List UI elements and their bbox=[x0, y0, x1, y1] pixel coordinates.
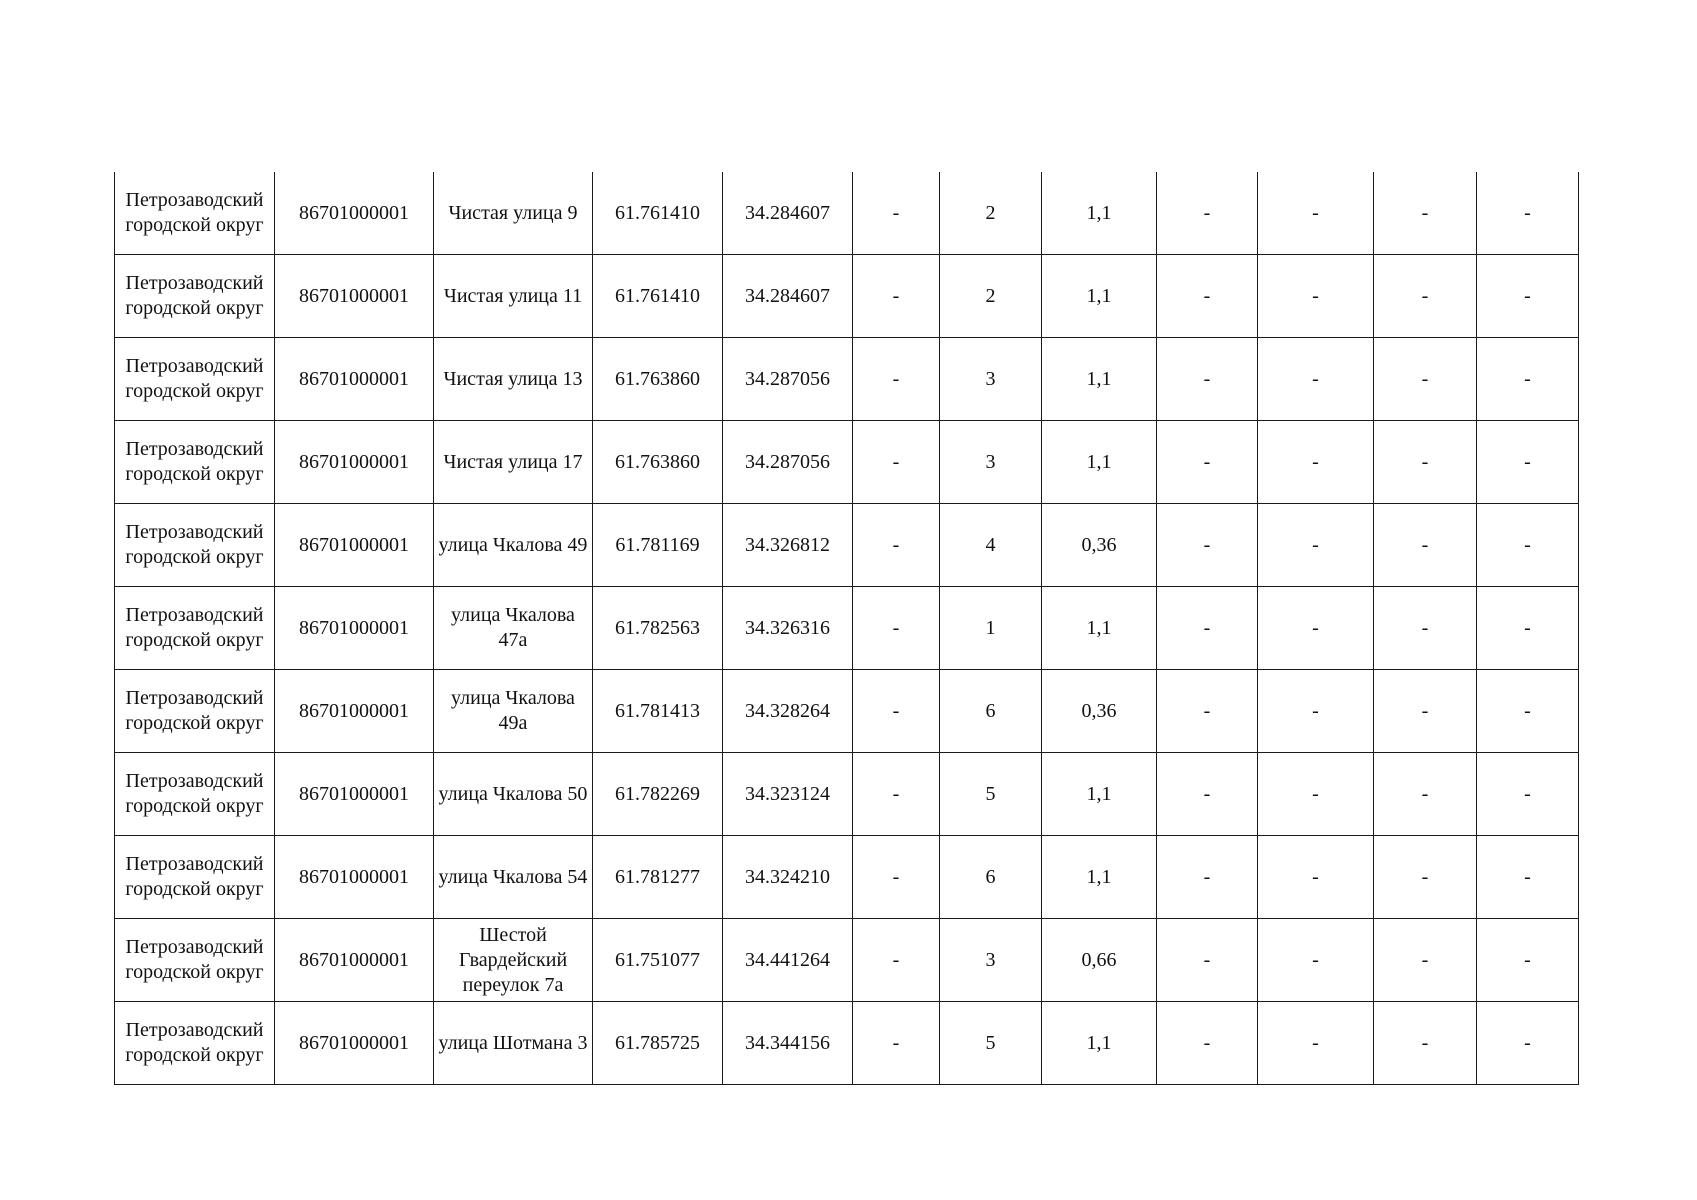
dash-cell: - bbox=[1374, 919, 1477, 1002]
dash-cell: - bbox=[1157, 919, 1258, 1002]
dash-cell: - bbox=[1258, 919, 1374, 1002]
dash-cell: - bbox=[1258, 587, 1374, 670]
dash-cell: - bbox=[1258, 255, 1374, 338]
volume-cell: 1,1 bbox=[1042, 836, 1157, 919]
dash-cell: - bbox=[1374, 172, 1477, 255]
dash-cell: - bbox=[1258, 753, 1374, 836]
dash-cell: - bbox=[853, 587, 940, 670]
oktmo-code-cell: 86701000001 bbox=[275, 504, 434, 587]
container-count-cell: 2 bbox=[940, 255, 1042, 338]
dash-cell: - bbox=[853, 919, 940, 1002]
longitude-cell: 34.324210 bbox=[723, 836, 853, 919]
container-sites-table bbox=[114, 172, 1579, 1085]
dash-cell: - bbox=[1477, 753, 1579, 836]
latitude-cell: 61.761410 bbox=[593, 172, 723, 255]
longitude-cell: 34.287056 bbox=[723, 338, 853, 421]
dash-cell: - bbox=[1157, 836, 1258, 919]
municipality-cell: Петрозаводский городской округ bbox=[115, 255, 275, 338]
dash-cell: - bbox=[1374, 338, 1477, 421]
address-cell: Чистая улица 17 bbox=[434, 421, 593, 504]
latitude-cell: 61.782269 bbox=[593, 753, 723, 836]
municipality-cell: Петрозаводский городской округ bbox=[115, 587, 275, 670]
dash-cell: - bbox=[1157, 587, 1258, 670]
oktmo-code-cell: 86701000001 bbox=[275, 670, 434, 753]
table-row bbox=[115, 753, 1579, 836]
volume-cell: 1,1 bbox=[1042, 338, 1157, 421]
municipality-cell: Петрозаводский городской округ bbox=[115, 338, 275, 421]
dash-cell: - bbox=[1374, 504, 1477, 587]
dash-cell: - bbox=[1258, 421, 1374, 504]
address-cell: Шестой Гвардейский переулок 7а bbox=[434, 919, 593, 1002]
oktmo-code-cell: 86701000001 bbox=[275, 255, 434, 338]
oktmo-code-cell: 86701000001 bbox=[275, 919, 434, 1002]
latitude-cell: 61.782563 bbox=[593, 587, 723, 670]
latitude-cell: 61.751077 bbox=[593, 919, 723, 1002]
latitude-cell: 61.781277 bbox=[593, 836, 723, 919]
container-count-cell: 6 bbox=[940, 836, 1042, 919]
municipality-cell: Петрозаводский городской округ bbox=[115, 836, 275, 919]
longitude-cell: 34.326316 bbox=[723, 587, 853, 670]
table-row bbox=[115, 836, 1579, 919]
table-row bbox=[115, 1002, 1579, 1085]
oktmo-code-cell: 86701000001 bbox=[275, 338, 434, 421]
dash-cell: - bbox=[853, 670, 940, 753]
address-cell: улица Шотмана 3 bbox=[434, 1002, 593, 1085]
dash-cell: - bbox=[853, 338, 940, 421]
container-count-cell: 3 bbox=[940, 338, 1042, 421]
latitude-cell: 61.761410 bbox=[593, 255, 723, 338]
dash-cell: - bbox=[1477, 919, 1579, 1002]
volume-cell: 0,36 bbox=[1042, 670, 1157, 753]
longitude-cell: 34.287056 bbox=[723, 421, 853, 504]
volume-cell: 1,1 bbox=[1042, 255, 1157, 338]
table-row bbox=[115, 504, 1579, 587]
latitude-cell: 61.763860 bbox=[593, 338, 723, 421]
table-row bbox=[115, 587, 1579, 670]
container-count-cell: 1 bbox=[940, 587, 1042, 670]
dash-cell: - bbox=[1157, 670, 1258, 753]
dash-cell: - bbox=[1477, 836, 1579, 919]
dash-cell: - bbox=[1374, 421, 1477, 504]
address-cell: улица Чкалова 50 bbox=[434, 753, 593, 836]
dash-cell: - bbox=[1258, 172, 1374, 255]
dash-cell: - bbox=[1477, 504, 1579, 587]
volume-cell: 1,1 bbox=[1042, 587, 1157, 670]
latitude-cell: 61.781169 bbox=[593, 504, 723, 587]
volume-cell: 1,1 bbox=[1042, 421, 1157, 504]
dash-cell: - bbox=[1157, 172, 1258, 255]
volume-cell: 1,1 bbox=[1042, 753, 1157, 836]
dash-cell: - bbox=[1477, 421, 1579, 504]
municipality-cell: Петрозаводский городской округ bbox=[115, 1002, 275, 1085]
dash-cell: - bbox=[1374, 255, 1477, 338]
longitude-cell: 34.441264 bbox=[723, 919, 853, 1002]
address-cell: Чистая улица 11 bbox=[434, 255, 593, 338]
table-row bbox=[115, 421, 1579, 504]
dash-cell: - bbox=[1258, 670, 1374, 753]
dash-cell: - bbox=[1258, 338, 1374, 421]
longitude-cell: 34.323124 bbox=[723, 753, 853, 836]
longitude-cell: 34.328264 bbox=[723, 670, 853, 753]
table-row bbox=[115, 338, 1579, 421]
dash-cell: - bbox=[1477, 670, 1579, 753]
dash-cell: - bbox=[1477, 255, 1579, 338]
container-count-cell: 3 bbox=[940, 421, 1042, 504]
municipality-cell: Петрозаводский городской округ bbox=[115, 753, 275, 836]
dash-cell: - bbox=[1477, 338, 1579, 421]
dash-cell: - bbox=[853, 1002, 940, 1085]
address-cell: Чистая улица 13 bbox=[434, 338, 593, 421]
dash-cell: - bbox=[1477, 1002, 1579, 1085]
container-count-cell: 2 bbox=[940, 172, 1042, 255]
municipality-cell: Петрозаводский городской округ bbox=[115, 919, 275, 1002]
dash-cell: - bbox=[1477, 587, 1579, 670]
oktmo-code-cell: 86701000001 bbox=[275, 172, 434, 255]
latitude-cell: 61.781413 bbox=[593, 670, 723, 753]
container-count-cell: 6 bbox=[940, 670, 1042, 753]
dash-cell: - bbox=[1374, 670, 1477, 753]
longitude-cell: 34.284607 bbox=[723, 255, 853, 338]
table-row bbox=[115, 670, 1579, 753]
dash-cell: - bbox=[1477, 172, 1579, 255]
dash-cell: - bbox=[1374, 1002, 1477, 1085]
address-cell: Чистая улица 9 bbox=[434, 172, 593, 255]
address-cell: улица Чкалова 49 bbox=[434, 504, 593, 587]
dash-cell: - bbox=[853, 172, 940, 255]
municipality-cell: Петрозаводский городской округ bbox=[115, 421, 275, 504]
dash-cell: - bbox=[853, 504, 940, 587]
dash-cell: - bbox=[853, 421, 940, 504]
container-count-cell: 3 bbox=[940, 919, 1042, 1002]
oktmo-code-cell: 86701000001 bbox=[275, 1002, 434, 1085]
dash-cell: - bbox=[1157, 504, 1258, 587]
table-row bbox=[115, 255, 1579, 338]
container-count-cell: 4 bbox=[940, 504, 1042, 587]
dash-cell: - bbox=[1157, 753, 1258, 836]
longitude-cell: 34.326812 bbox=[723, 504, 853, 587]
dash-cell: - bbox=[1258, 836, 1374, 919]
dash-cell: - bbox=[1258, 1002, 1374, 1085]
table-body bbox=[115, 172, 1579, 1085]
municipality-cell: Петрозаводский городской округ bbox=[115, 172, 275, 255]
address-cell: улица Чкалова 47а bbox=[434, 587, 593, 670]
dash-cell: - bbox=[1157, 338, 1258, 421]
dash-cell: - bbox=[853, 836, 940, 919]
table-row bbox=[115, 919, 1579, 1002]
oktmo-code-cell: 86701000001 bbox=[275, 587, 434, 670]
dash-cell: - bbox=[1374, 753, 1477, 836]
dash-cell: - bbox=[1374, 836, 1477, 919]
longitude-cell: 34.344156 bbox=[723, 1002, 853, 1085]
address-cell: улица Чкалова 49а bbox=[434, 670, 593, 753]
municipality-cell: Петрозаводский городской округ bbox=[115, 670, 275, 753]
table-row bbox=[115, 172, 1579, 255]
address-cell: улица Чкалова 54 bbox=[434, 836, 593, 919]
oktmo-code-cell: 86701000001 bbox=[275, 421, 434, 504]
oktmo-code-cell: 86701000001 bbox=[275, 836, 434, 919]
dash-cell: - bbox=[1374, 587, 1477, 670]
dash-cell: - bbox=[1157, 255, 1258, 338]
volume-cell: 0,36 bbox=[1042, 504, 1157, 587]
dash-cell: - bbox=[1258, 504, 1374, 587]
container-count-cell: 5 bbox=[940, 753, 1042, 836]
volume-cell: 1,1 bbox=[1042, 1002, 1157, 1085]
container-count-cell: 5 bbox=[940, 1002, 1042, 1085]
latitude-cell: 61.763860 bbox=[593, 421, 723, 504]
dash-cell: - bbox=[1157, 421, 1258, 504]
municipality-cell: Петрозаводский городской округ bbox=[115, 504, 275, 587]
oktmo-code-cell: 86701000001 bbox=[275, 753, 434, 836]
dash-cell: - bbox=[853, 255, 940, 338]
dash-cell: - bbox=[853, 753, 940, 836]
volume-cell: 0,66 bbox=[1042, 919, 1157, 1002]
longitude-cell: 34.284607 bbox=[723, 172, 853, 255]
volume-cell: 1,1 bbox=[1042, 172, 1157, 255]
latitude-cell: 61.785725 bbox=[593, 1002, 723, 1085]
dash-cell: - bbox=[1157, 1002, 1258, 1085]
